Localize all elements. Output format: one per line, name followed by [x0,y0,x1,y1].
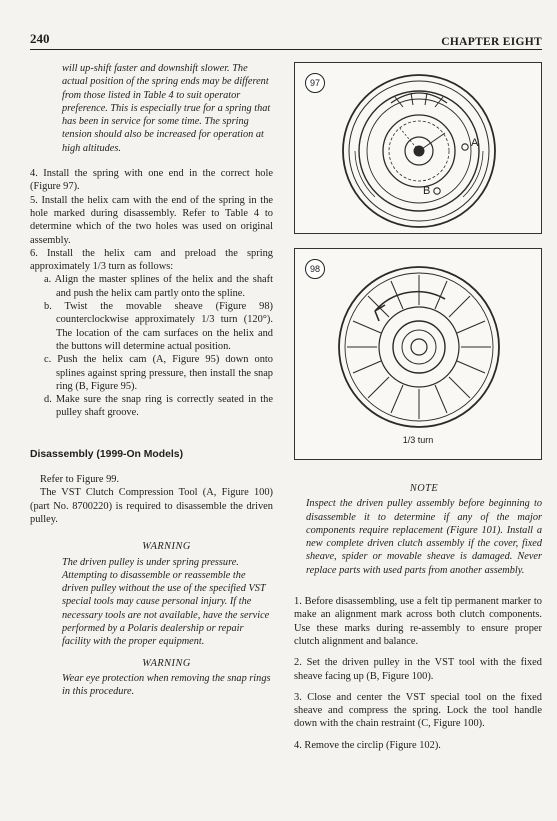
note-block [306,482,542,577]
figure-number-badge: 98 [305,259,325,279]
right-column [294,62,542,760]
substep-c: c. Push the helix cam (A, Figure 95) down onto splines against spring pressure, then install the snap ring (B, Figure 95). [44,354,273,392]
step-6-preload: 6. Install the helix cam and preload the spring approximately 1/3 turn as follows: [30,247,273,273]
refer-figure: Refer to Figure 99. [40,474,120,486]
warning-text-1: The driven pulley is under spring pressure. Attempting to disassemble or reassemble the driven pulley without the use of the specified VST special tools may cause personal injury. If the necessary tools are not available, have the service performed by a Polaris dealership or repair facility with the proper equipment. [62,556,270,648]
movable-sheave-illustration [295,249,543,461]
page-header [30,32,542,50]
pulley-cover-illustration [295,63,543,235]
note-text: Inspect the driven pulley assembly before beginning to disassemble it to determine if any of the major components require replacement (Figure 101). Install a new complete driven clutch assembly if the cover, fixed sheave, spider or movable sheave is damaged. Never replace parts with used parts from another assembly. [306,498,542,576]
page-number: 240 [30,31,50,46]
step-4-circlip: 4. Remove the circlip (Figure 102). [294,739,441,751]
label-b: B [423,185,431,197]
section-heading: Disassembly (1999-On Models) [30,448,184,460]
figure-number-badge: 97 [305,73,325,93]
step-1-mark: 1. Before disassembling, use a felt tip permanent marker to make an alignment mark across both clutch components. Use these marks during re-assembly to ensure proper clutch alignment and balance. [294,596,542,647]
substep-b: b. Twist the movable sheave (Figure 98) counterclockwise approximately 1/3 turn (120°). The location of the cam surfaces on the helix and the buttons will determine actual position. [44,301,273,352]
warning-heading-1: WARNING [142,541,191,553]
tool-paragraph: The VST Clutch Compression Tool (A, Figure 100) (part No. 8700220) is required to disassemble the driven pulley. [30,487,273,525]
figure-98 [294,248,542,460]
step-3-close: 3. Close and center the VST special tool on the fixed sheave and compress the spring. Lock the tool handle down with the chain restraint (C, Figure 100). [294,691,542,730]
spring-note: will up-shift faster and downshift slower. The actual position of the spring ends may be different from those listed in Table 4 to suit operator preference. This is especially true for a spring that has been in service for some time. The spring tension should also be increased for operation at high altitudes. [62,63,271,154]
left-column [30,62,273,698]
warning-text-2: Wear eye protection when removing the snap rings in this procedure. [62,672,271,698]
chapter-title: CHAPTER EIGHT [441,36,542,48]
note-heading: NOTE [409,483,439,494]
disassembly-steps [294,595,542,752]
figure-97 [294,62,542,234]
step-4-spring: 4. Install the spring with one end in the correct hole (Figure 97). [30,168,273,193]
warning-heading-2: WARNING [142,657,191,669]
label-a: A [471,137,479,149]
step-5-helix: 5. Install the helix cam with the end of the spring in the hole marked during disassembly. Refer to Table 4 to determine which of the two holes was used on original assembly. [30,194,273,246]
substep-d: d. Make sure the snap ring is correctly seated in the pulley shaft groove. [44,394,273,419]
figure-caption: 1/3 turn [402,434,434,445]
step-2-set: 2. Set the driven pulley in the VST tool with the fixed sheave facing up (B, Figure 100). [294,657,542,682]
substep-a: a. Align the master splines of the helix and the shaft and push the helix cam partly onto the spline. [44,274,273,299]
